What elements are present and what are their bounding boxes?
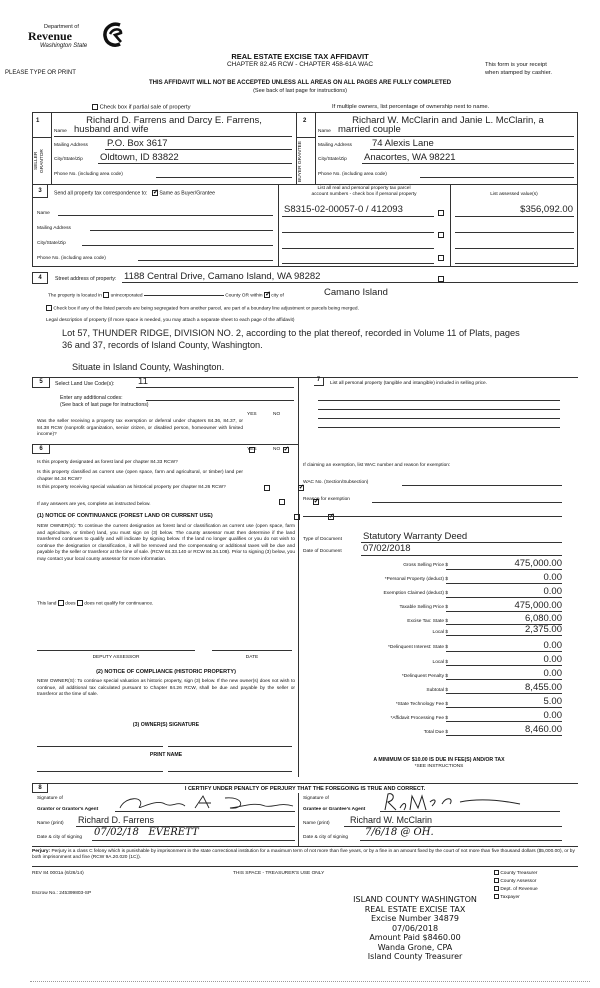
treasurer-use-label: THIS SPACE - TREASURER'S USE ONLY xyxy=(233,871,325,876)
same-as-buyer-label: Same as Buyer/Grantee xyxy=(159,190,215,197)
unincorporated-checkbox[interactable] xyxy=(103,292,109,298)
located-label: The property is located in xyxy=(48,293,102,299)
certify-statement: I CERTIFY UNDER PENALTY OF PERJURY THAT THE FOREGOING IS TRUE AND CORRECT. xyxy=(184,786,426,792)
does-not-label: does not qualify for continuance. xyxy=(84,601,154,607)
fee-label: *Delinquent Interest: State $ xyxy=(388,645,448,650)
section-2-number: 2 xyxy=(303,118,307,124)
deputy-assessor-label: DEPUTY ASSESSOR xyxy=(92,655,140,660)
fee-value[interactable]: 5.00 xyxy=(543,696,562,707)
copy-item xyxy=(494,886,538,892)
seller-name-line1: Richard D. Farrens and Darcy E. Farrens, xyxy=(86,115,262,126)
doc-date-input[interactable]: 07/02/2018 xyxy=(363,543,411,554)
situate-line: Situate in Island County, Washington. xyxy=(72,362,225,372)
sec6-q1: Is this property designated as forest land per chapter 84.33 RCW? xyxy=(37,460,178,465)
fee-label: *Personal Property (deduct) $ xyxy=(384,577,448,582)
sec5-question: Was the seller receiving a property tax exemption or deferral under chapters 84.36, 84.37, or 84.38 RCW (nonprofit organization, senior citizen, or disabled person, homeowner with limited income)? xyxy=(37,419,243,438)
form-subtitle: CHAPTER 82.45 RCW - CHAPTER 458-61A WAC xyxy=(226,61,374,68)
reason-input-2[interactable] xyxy=(303,516,562,517)
county-or-label: County OR within xyxy=(225,293,263,299)
see-back-note: (See back of last page for instructions) xyxy=(253,88,347,94)
buyer-mail-input[interactable]: 74 Alexis Lane xyxy=(372,138,434,149)
sec6-q1-yes-checkbox[interactable] xyxy=(264,485,270,491)
minimum-due-note: A MINIMUM OF $10.00 IS DUE IN FEE(S) AND/OR TAX xyxy=(373,757,505,763)
treasurer-stamp xyxy=(330,895,500,962)
stamp-line: Amount Paid $8460.00 xyxy=(369,933,461,942)
seller-name-label: Name xyxy=(54,129,67,134)
buyer-phone-label: Phone No. (including area code) xyxy=(318,172,387,177)
assessed-header: List assessed value(s) xyxy=(490,192,538,197)
fee-label: Exemption Claimed (deduct) $ xyxy=(383,591,448,596)
sec6-no-header: NO xyxy=(273,447,281,452)
partial-sale-label: Check box if partial sale of property xyxy=(99,104,191,111)
grantee-date-label: Date & city of signing xyxy=(303,835,349,840)
copy-label: County Treasurer xyxy=(500,870,538,876)
grantor-sig-label-2: Grantor or Grantor's Agent xyxy=(37,807,99,812)
perjury-text: Perjury is a class C felony which is punishable by imprisonment in the state correctional institution for a maximum term of not more than five years, or by a fine in an amount fixed by the court of not more than five thousand dollars ($5,000.00), or by both imprisonment and fine (RCW 9A.20.020 (1C)). xyxy=(32,849,575,861)
stamp-line: Island County Treasurer xyxy=(367,952,463,961)
this-land-label: This land xyxy=(37,601,57,607)
property-location xyxy=(48,292,284,298)
seller-phone-label: Phone No. (including area code) xyxy=(54,172,123,177)
wac-label: WAC No. (Section/Subsection) xyxy=(303,480,369,485)
fee-value[interactable]: 0.00 xyxy=(543,654,562,665)
fee-label: *Affidavit Processing Fee $ xyxy=(390,716,448,721)
continuance-row xyxy=(37,600,153,606)
fee-label: Gross Selling Price $ xyxy=(403,563,448,568)
notice-1-title: (1) NOTICE OF CONTINUANCE (FOREST LAND OR CURRENT USE) xyxy=(37,513,213,519)
column-divider xyxy=(298,377,299,777)
does-checkbox[interactable] xyxy=(58,600,64,606)
notice-2-text: NEW OWNER(S): To continue special valuation as historic property, sign (3) below. If the new owner(s) does not wish to continue, all additional tax calculated pursuant to Chapter 84.26 RCW, shall be due and payable by the seller or transferor at the time of sale. xyxy=(37,679,295,698)
warning-banner: THIS AFFIDAVIT WILL NOT BE ACCEPTED UNLESS ALL AREAS ON ALL PAGES ARE FULLY COMPLETED xyxy=(148,80,452,86)
doc-type-label: Type of Document xyxy=(303,537,342,542)
copy-item xyxy=(494,878,536,884)
grantee-date-input[interactable]: 7/6/18 @ OH. xyxy=(365,827,434,838)
same-as-buyer-checkbox[interactable] xyxy=(152,190,158,196)
does-not-checkbox[interactable] xyxy=(77,600,83,606)
fee-value[interactable]: 0.00 xyxy=(543,572,562,583)
receipt-note-2: when stamped by cashier. xyxy=(485,70,553,76)
fee-label: Subtotal $ xyxy=(426,688,448,693)
logo-line3: Washington State xyxy=(40,43,88,49)
parcel-header-2: account numbers - check box if personal property xyxy=(311,192,417,197)
section-5-number: 5 xyxy=(32,377,50,388)
section-6-number: 6 xyxy=(32,444,50,454)
wac-input[interactable] xyxy=(402,485,562,486)
fee-label: Taxable Selling Price $ xyxy=(399,605,448,610)
city-input[interactable]: Camano Island xyxy=(324,287,388,298)
reason-input[interactable] xyxy=(372,502,562,503)
personal-property-line[interactable] xyxy=(318,400,560,401)
seller-mail-label: Mailing Address xyxy=(54,143,88,148)
logo-line1: Department of xyxy=(44,24,79,30)
fee-value[interactable]: 8,460.00 xyxy=(525,724,562,735)
buyer-name-line1: Richard W. McClarin and Janie L. McClarin, a xyxy=(352,115,544,126)
assessed-value-input[interactable]: $356,092.00 xyxy=(520,204,573,215)
personal-property-line[interactable] xyxy=(318,427,560,428)
segregated-checkbox[interactable] xyxy=(46,305,52,311)
sec3-mail-label: Mailing Address xyxy=(37,226,71,231)
dor-logo xyxy=(28,24,133,54)
unincorporated-label: unincorporated xyxy=(110,293,143,299)
grantor-name-label: Name (print) xyxy=(37,821,64,826)
seller-name-line2[interactable]: husband and wife xyxy=(74,124,149,135)
grantee-sig-label-1: Signature of xyxy=(303,796,329,801)
personal-property-line[interactable] xyxy=(318,418,560,419)
grantee-signature-scribble-icon xyxy=(380,790,560,812)
fee-value[interactable]: 475,000.00 xyxy=(514,600,562,611)
fee-value[interactable]: 0.00 xyxy=(543,640,562,651)
sec6-q2: Is this property classified as current use (open space, farm and agricultural, or timber) land per chapter 84.34 RCW? xyxy=(37,470,243,482)
personal-property-checkbox[interactable] xyxy=(438,232,444,238)
seller-city-input[interactable]: Oldtown, ID 83822 xyxy=(100,152,179,163)
buyer-city-label: City/State/Zip xyxy=(318,157,347,162)
land-use-label: Select Land Use Code(s): xyxy=(55,381,115,387)
fee-value[interactable]: 2,375.00 xyxy=(525,624,562,635)
owner-signature-label: (3) OWNER(S) SIGNATURE xyxy=(132,722,200,728)
section-7-number: 7 xyxy=(314,377,324,386)
parcel-number-input[interactable]: S8315-02-00057-0 / 412093 xyxy=(284,204,403,215)
buyer-mail-label: Mailing Address xyxy=(318,143,352,148)
buyer-name-label: Name xyxy=(318,129,331,134)
fee-value[interactable]: 0.00 xyxy=(543,668,562,679)
land-use-input[interactable]: 11 xyxy=(138,376,148,387)
fee-value[interactable]: 6,080.00 xyxy=(525,613,562,624)
if-yes-note: If any answers are yes, complete as instructed below. xyxy=(37,502,151,507)
bottom-rule xyxy=(30,981,590,982)
copy-checkbox[interactable] xyxy=(494,886,499,891)
copy-label: County Assessor xyxy=(500,878,537,884)
legal-description-line2: 36 and 37, records of Island County, Washington. xyxy=(62,340,263,350)
street-address-input[interactable]: 1188 Central Drive, Camano Island, WA 98282 xyxy=(124,271,321,282)
grantor-name-input[interactable]: Richard D. Farrens xyxy=(78,815,155,825)
personal-property-label: List all personal property (tangible and intangible) included in selling price. xyxy=(330,381,488,386)
fee-label: *State Technology Fee $ xyxy=(395,702,448,707)
stamp-line: REAL ESTATE EXCISE TAX xyxy=(364,904,466,914)
print-name-label: PRINT NAME xyxy=(149,752,183,758)
copy-item xyxy=(494,870,537,876)
grantor-signature[interactable] xyxy=(115,794,295,812)
escrow-number: Escrow No.: 245399803-SP xyxy=(32,891,92,896)
notice-1-text: NEW OWNER(S): To continue the current designation as forest land or classification as current use (open space, farm and agriculture, or timber) land, you must sign on (3) below. The county assessor must then determine if the land transferred continues to qualify and will indicate by signing below. If the land no longer qualifies or you do not wish to continue the designation or classification, it will be removed and the compensating or additional taxes will be due and payable by the seller or transferor at the time of sale. (RCW 84.33.140 or RCW 84.34.108). Prior to signing (3) below, you may contact your local county assessor for more information. xyxy=(37,524,295,562)
section-8-number: 8 xyxy=(32,783,48,793)
fee-label: Total Due $ xyxy=(423,730,448,735)
seller-city-label: City/State/Zip xyxy=(54,157,83,162)
seller-grantor-label: SELLER GRANTOR xyxy=(34,149,45,173)
dor-emblem-icon xyxy=(102,22,124,48)
owner-signature-line-2[interactable] xyxy=(168,746,292,747)
stamp-line: 07/06/2018 xyxy=(391,923,439,933)
personal-property-checkbox[interactable] xyxy=(438,255,444,261)
receipt-note-1: This form is your receipt xyxy=(485,62,547,68)
form-title: REAL ESTATE EXCISE TAX AFFIDAVIT xyxy=(231,52,369,61)
grantor-signature-scribble-icon xyxy=(115,794,295,812)
fee-value[interactable]: 0.00 xyxy=(543,710,562,721)
does-label: does xyxy=(65,601,76,607)
fee-value[interactable]: 0.00 xyxy=(543,586,562,597)
buyer-grantee-label: BUYER GRANTEE xyxy=(298,140,303,182)
grantee-signature[interactable] xyxy=(380,790,560,812)
perjury-bold: Perjury: xyxy=(32,849,51,854)
section-4-number: 4 xyxy=(32,272,48,284)
owner-signature-line-1[interactable] xyxy=(37,746,163,747)
sec3-name-label: Name xyxy=(37,211,50,216)
date-label: DATE xyxy=(245,655,259,660)
legal-description-label: Legal description of property (if more space is needed, you may attach a separate sheet to each page of the affidavit) xyxy=(46,318,295,323)
grantor-sig-label-1: Signature of xyxy=(37,796,63,801)
partial-sale xyxy=(92,104,191,111)
grantee-name-label: Name (print) xyxy=(303,821,330,826)
doc-date-label: Date of Document xyxy=(303,549,342,554)
additional-codes-label: Enter any additional codes: xyxy=(60,395,123,401)
sec3-city-label: City/State/Zip xyxy=(37,241,66,246)
city-checkbox[interactable] xyxy=(264,292,270,298)
reason-label: Reason for exemption xyxy=(303,497,350,502)
see-instructions-note: *SEE INSTRUCTIONS xyxy=(414,764,464,769)
stamp-line: ISLAND COUNTY WASHINGTON xyxy=(353,895,477,904)
section-3-number: 3 xyxy=(32,184,48,198)
personal-property-checkbox[interactable] xyxy=(438,210,444,216)
grantor-date-input[interactable]: 07/02/18 EVERETT xyxy=(94,827,199,838)
send-correspondence xyxy=(54,190,215,196)
sec5-see-back: (See back of last page for instructions) xyxy=(60,402,149,408)
rev-number: REV 84 0001a (6/26/14) xyxy=(32,871,84,876)
partial-sale-checkbox[interactable] xyxy=(92,104,98,110)
fee-label: *Delinquent Penalty $ xyxy=(401,674,448,679)
stamp-line: Wanda Grone, CPA xyxy=(377,942,453,952)
fee-label: Local $ xyxy=(432,630,448,635)
grantee-name-input[interactable]: Richard W. McClarin xyxy=(350,815,433,825)
sec5-no-checkbox[interactable] xyxy=(283,447,289,453)
grantee-sig-label-2: Grantee or Grantee's Agent xyxy=(303,807,366,812)
sec6-q1-no-checkbox[interactable] xyxy=(298,485,304,491)
sec3-phone-label: Phone No. (including area code) xyxy=(37,256,106,261)
parcel-header-1: List all real and personal property tax parcel xyxy=(317,186,411,191)
personal-property-line[interactable] xyxy=(318,409,560,410)
segregated-row xyxy=(46,305,359,311)
multiple-owners-note: If multiple owners, list percentage of ownership next to name. xyxy=(332,104,490,110)
buyer-name-line2[interactable]: married couple xyxy=(338,124,401,135)
copy-label: Dept. of Revenue xyxy=(500,886,538,892)
section-1-number: 1 xyxy=(36,118,40,124)
buyer-city-input[interactable]: Anacortes, WA 98221 xyxy=(364,152,456,163)
perjury-notice xyxy=(32,849,578,862)
exemption-label: If claiming an exemption, list WAC number and reason for exemption: xyxy=(303,463,451,468)
segregated-label: Check box if any of the listed parcels are being segregated from another parcel, are part of a boundary line adjustment or parcels being merged. xyxy=(53,306,359,312)
fee-label: Local $ xyxy=(432,660,448,665)
sec6-yes-header: YES xyxy=(247,447,257,452)
fee-value[interactable]: 475,000.00 xyxy=(514,558,562,569)
print-name-line-1[interactable] xyxy=(37,771,163,772)
sec6-q2-yes-checkbox[interactable] xyxy=(279,499,285,505)
city-of-label: city of xyxy=(271,293,284,299)
sec5-no-header: NO xyxy=(273,412,281,417)
grantor-date-label: Date & city of signing xyxy=(37,835,83,840)
send-correspondence-label: Send all property tax correspondence to: xyxy=(54,190,148,197)
stamp-line: Excise Number 34879 xyxy=(370,914,460,923)
please-type: PLEASE TYPE OR PRINT xyxy=(5,70,76,76)
logo-line2: Revenue xyxy=(28,29,72,43)
seller-mail-input[interactable]: P.O. Box 3617 xyxy=(107,138,168,149)
sec5-yes-header: YES xyxy=(247,412,257,417)
copy-checkbox[interactable] xyxy=(494,878,499,883)
notice-2-title: (2) NOTICE OF COMPLIANCE (HISTORIC PROPERTY) xyxy=(96,669,236,675)
fee-value[interactable]: 8,455.00 xyxy=(525,682,562,693)
legal-description-line1: Lot 57, THUNDER RIDGE, DIVISION NO. 2, according to the plat thereof, recorded in Volume 11 of Plats, pages xyxy=(62,328,520,338)
sec6-q3-yes-checkbox[interactable] xyxy=(294,514,300,520)
street-label: Street address of property: xyxy=(55,276,117,282)
copy-checkbox[interactable] xyxy=(494,870,499,875)
sec6-q3: Is this property receiving special valuation as historical property per chapter 84.26 RCW? xyxy=(37,485,226,490)
copy-label: Taxpayer xyxy=(500,894,520,900)
fee-label: Excise Tax: State $ xyxy=(407,619,448,624)
doc-type-input[interactable]: Statutory Warranty Deed xyxy=(363,531,468,542)
print-name-line-2[interactable] xyxy=(168,771,292,772)
